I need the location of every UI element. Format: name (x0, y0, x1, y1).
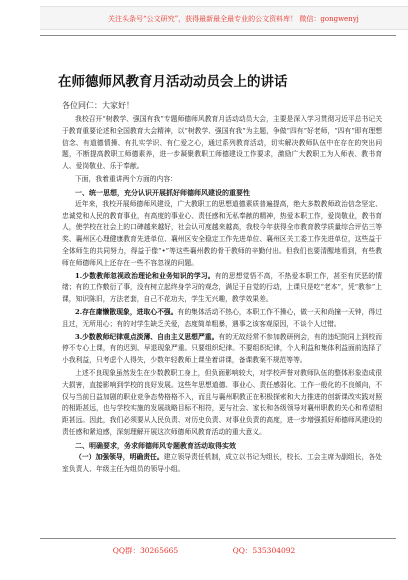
qq-group-label: QQ群：30265665 (112, 546, 179, 555)
paragraph-text: 建立领导责任机制，成立以书记为组长，校长、工会主席为副组长，各处室负责人、年级主任为组员的领导小组。 (62, 452, 383, 473)
section-paragraph (62, 368, 382, 439)
section-paragraph (62, 452, 382, 476)
section-heading: 一、统一思想，充分认识开展抓好师德师风建设的重要性 (75, 187, 250, 197)
document-title: 在师德师风教育月活动动员会上的讲话 (58, 74, 288, 90)
footer-divider (40, 538, 396, 539)
intro-paragraph: 我校召开“树教学、强国有我”专题师德师风教育月活动动员大会，主要是深入学习贯彻习近平总书记关于教育重要论述和全国教育大会精神，以“树教学、强国有我”为主题，争做“四有”好老师，“四有”即有理想信念、有道德情操、有扎实学识、有仁爱之心，通过系列教育活动，切实解决教师队伍中在存在的突出问题，不断提高教职工师德素养，进一步凝聚教职工师德建设工作要求，激励广大教职工为人师表、教书育人、爱岗敬业、乐于奉献。 (62, 115, 382, 171)
paragraph-text: 有的思想觉悟不高，不热爱本职工作，甚至有厌恶的情绪；有的工作敷衍了事，没有树立起终身学习的观念，满足于自觉的行动，上课只是吃“老本”，凭“教参”上课，知识陈旧，方法老套，自己不花功夫，学生无兴趣，教学效果差。 (62, 271, 382, 304)
footer-contacts (0, 545, 408, 556)
paragraph-lead: （一）加强领导，明确责任。 (75, 452, 164, 461)
paragraph-lead: 3.少数教师纪律观点淡薄、自由主义思想严重。 (75, 332, 219, 341)
qq-contact-label: QQ：535304092 (232, 546, 296, 555)
promo-banner: 关注头条号“公文研究”，获得最新最全最专业的公文资料库！ 微信：gongwenyj (40, 6, 408, 30)
paragraph-lead: 2.存在庸懒散现象，进取心不强。 (75, 307, 178, 316)
document-body (62, 114, 382, 476)
paragraph-text: 上述不良现象虽然发生在少数教职工身上，但负面影响较大，对学校声誉对教师队伍的整体形象造成很大损害，直接影响到学校的良好发展。这些年思想道德、事业心、责任感弱化、工作一般化的不良倾向，不仅与当前日益加剧的职业竞争态势格格不入，而且与襄州职教正在积极探索和大力推进的创新课改实践对照的相距甚远，也与学校实施的发展战略目标不相符，更与社会、家长和各级领导对襄州职教的关心和希望相距甚远。因此，我们必须要从人民负责、对历史负责、对事业负责的高度，进一步增强抓好师德师风建设的责任感和紧迫感，深刻理解开展这次师德师风教育活动的重大意义。 (62, 368, 382, 436)
section-paragraph (62, 199, 382, 270)
paragraph-text: 近年来，我校开展师德师风建设，广大教职工的思想道德素质普遍提高，绝大多数教师政治信念坚定、忠诚党和人民的教育事业，有高度的事业心、责任感和无私奉献的精神，热爱本职工作，爱岗敬业，教书育人，使学校在社会上的口碑越来越好，社会认可度越来越高，我校今年获得全市教育教学质量综合评估三等奖、襄州区心理健康教育先进单位、襄州区安全稳定工作先进单位、襄州区关工委工作先进单位，这些益于全体师生的共同努力，得益于像“•”等这些襄州教的骨干教师的辛勤付出。但我们也要清醒地看到，有些教师在师德师风上还存在一些不容忽视的问题。 (62, 199, 382, 267)
section-paragraph (62, 307, 382, 331)
paragraph-lead: 1.少数教师忽视政治理论和业务知识的学习。 (75, 271, 215, 280)
header-divider (40, 35, 396, 36)
paragraph-text: 有的无故经常不参加教研例会，有的违纪院同上到校而停不专心上课，有的迟到、早退现象严重。只要组织纪律。不要组织纪律，个人利益和集体利益面前选择了小我利益，只考虑个人得失，少数年轻教师上课坐着讲课，备课教案不规范等等。 (62, 332, 382, 365)
section-heading: 二、明确要求，务求师德师风专题教育活动取得实效 (75, 440, 236, 450)
section-paragraph (62, 271, 382, 306)
salutation: 各位同仁：大家好！ (62, 101, 134, 110)
section-paragraph (62, 332, 382, 367)
intro-paragraph: 下面，我着重讲两个方面的内容： (75, 174, 177, 183)
paragraph-text: 有的集体活动不热心，本职工作不操心，做一天和尚撞一天钟，得过且过，无所用心；有的对学生缺乏关爱，态度简单粗暴，遇事之该客观原因，不谈个人过错。 (62, 307, 382, 328)
